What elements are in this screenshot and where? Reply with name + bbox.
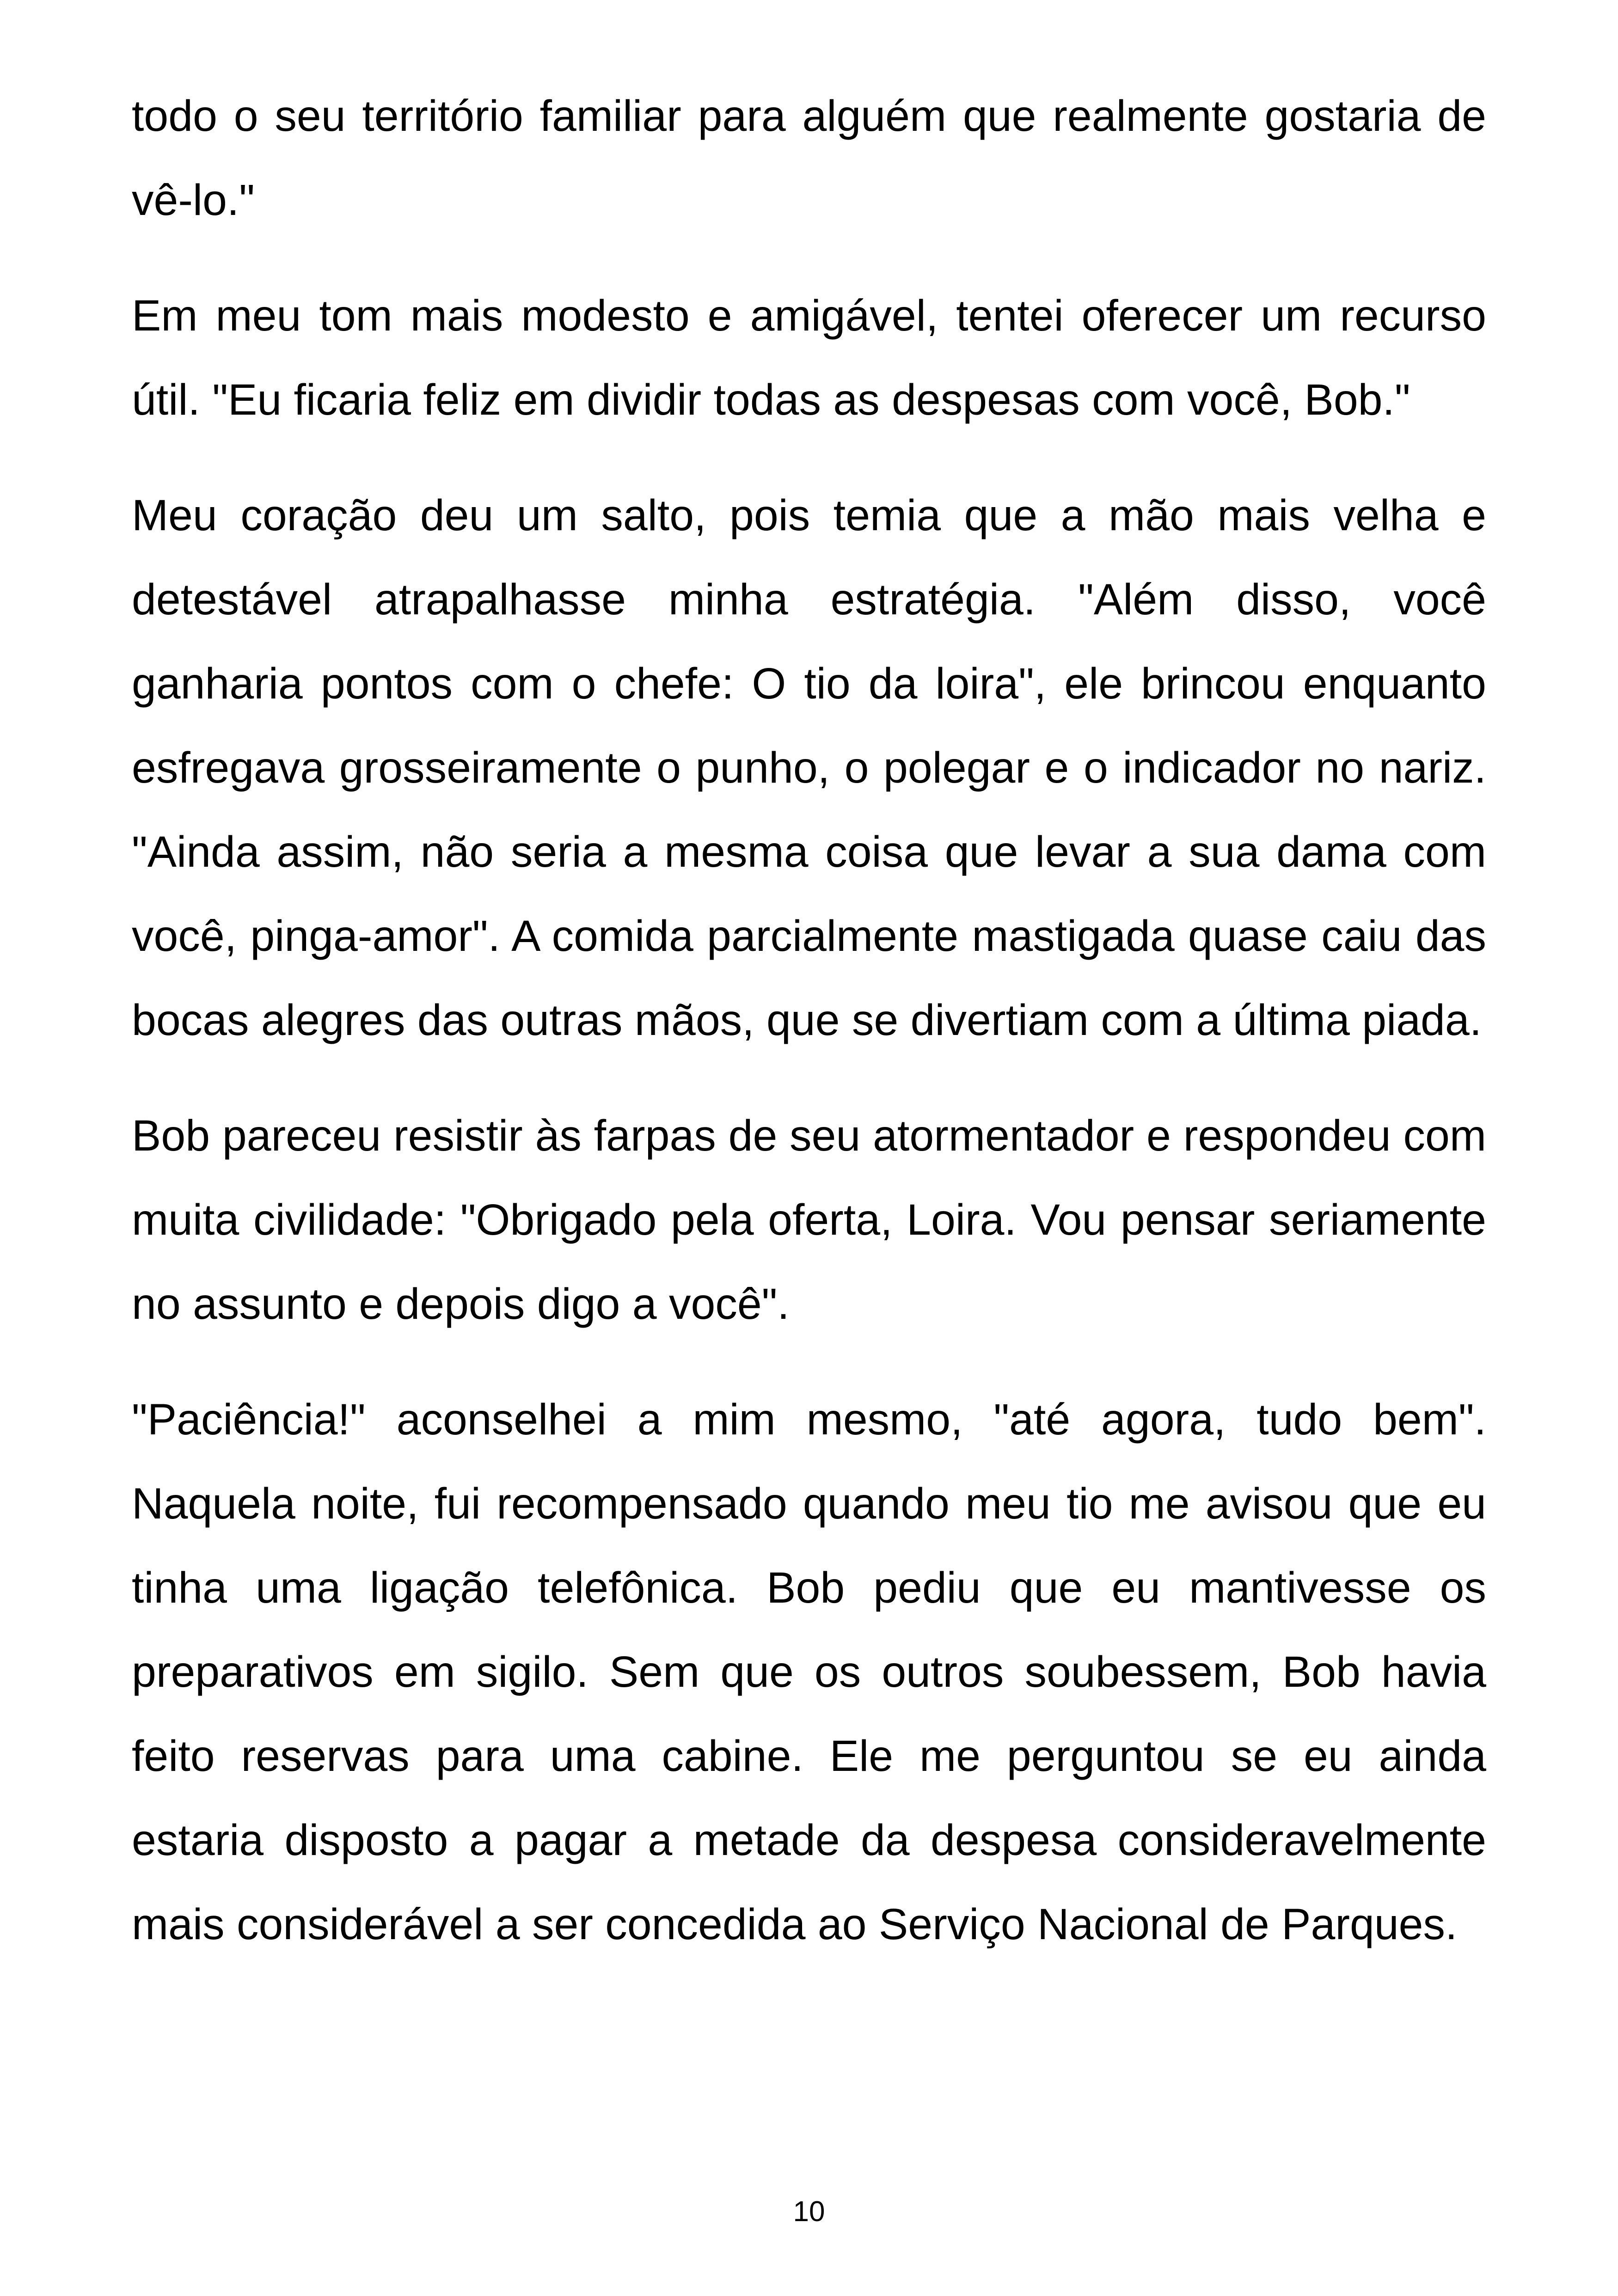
body-text: [132, 74, 1486, 1998]
paragraph-3: Meu coração deu um salto, pois temia que a mão mais velha e detestável atrapalhasse minha estratégia. "Além disso, você ganharia pontos com o chefe: O tio da loira", ele brincou enquanto esfregava grosseiramente o punho, o polegar e o indicador no nariz. "Ainda assim, não seria a mesma coisa que levar a sua dama com você, pinga-amor". A comida parcialmente mastigada quase caiu das bocas alegres das outras mãos, que se divertiam com a última piada.: [132, 491, 1486, 1045]
page-number: 10: [793, 2196, 825, 2228]
paragraph-2: Em meu tom mais modesto e amigável, tentei oferecer um recurso útil. "Eu ficaria feliz em dividir todas as despesas com você, Bob.": [132, 291, 1486, 424]
paragraph-4: Bob pareceu resistir às farpas de seu atormentador e respondeu com muita civilidade: "Obrigado pela oferta, Loira. Vou pensar seriamente no assunto e depois digo a você".: [132, 1111, 1486, 1329]
paragraph-1: todo o seu território familiar para alguém que realmente gostaria de vê-lo.": [132, 92, 1486, 225]
paragraph-5: "Paciência!" aconselhei a mim mesmo, "até agora, tudo bem". Naquela noite, fui recompensado quando meu tio me avisou que eu tinha uma ligação telefônica. Bob pediu que eu mantivesse os preparativos em sigilo. Sem que os outros soubessem, Bob havia feito reservas para uma cabine. Ele me perguntou se eu ainda estaria disposto a pagar a metade da despesa consideravelmente mais considerável a ser concedida ao Serviço Nacional de Parques.: [132, 1395, 1486, 1949]
